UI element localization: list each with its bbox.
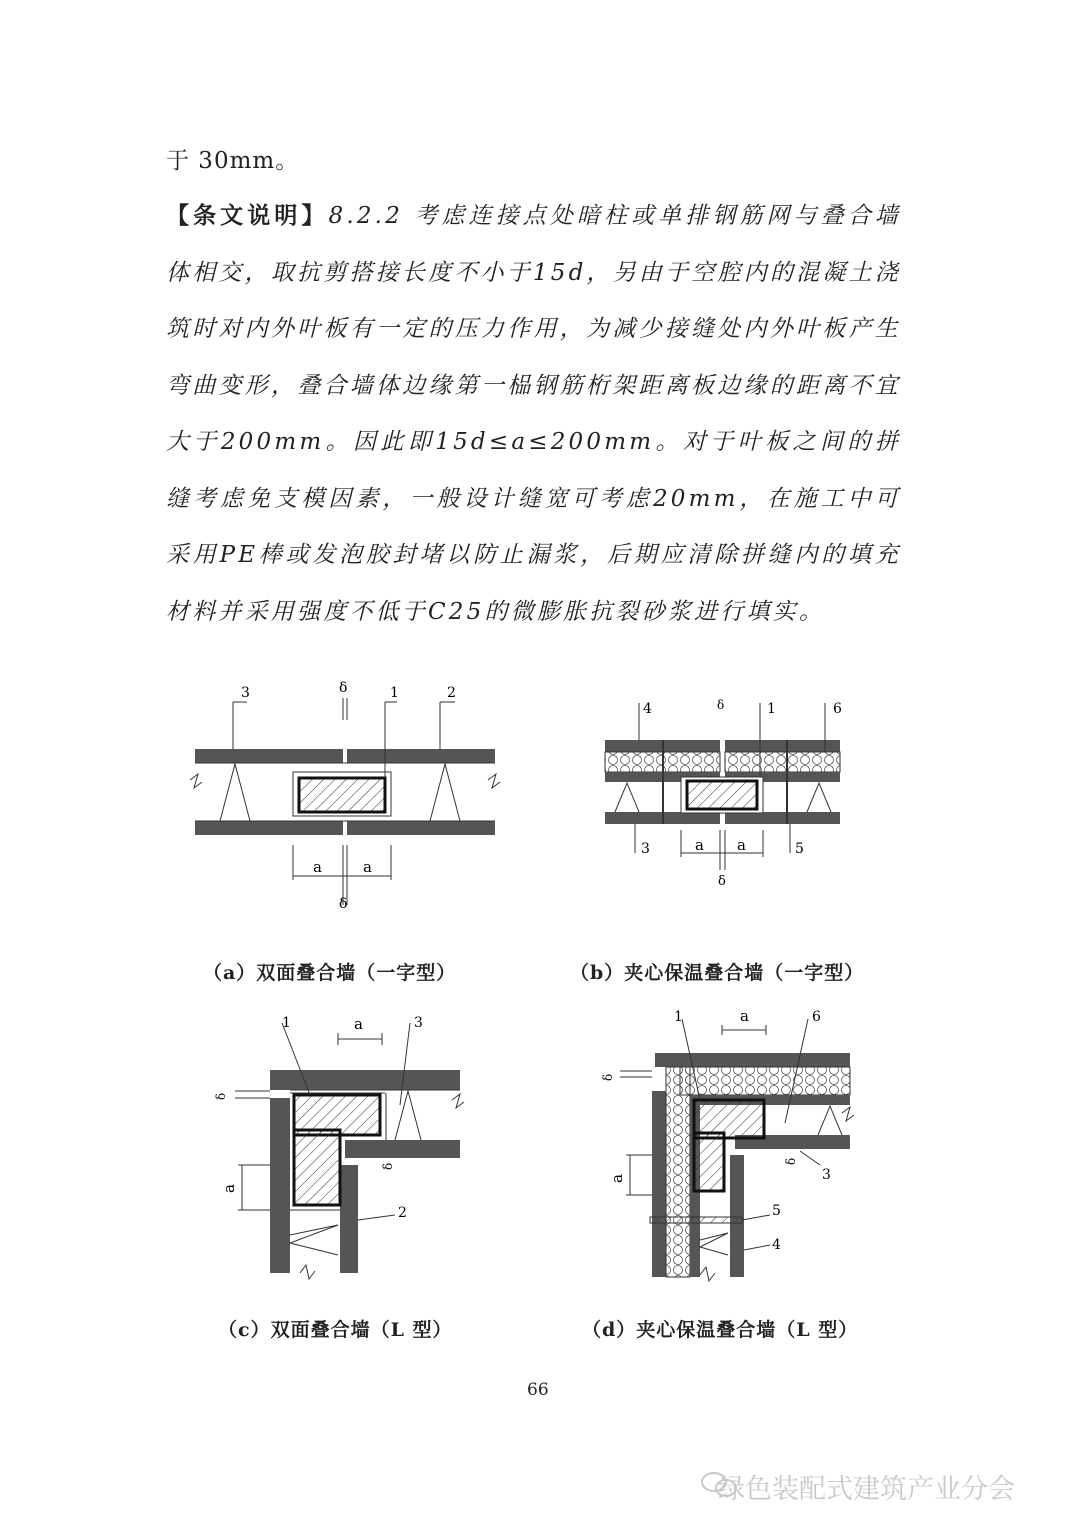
figure-c-drawing bbox=[210, 1005, 480, 1285]
caption-b: （b）夹心保温叠合墙（一字型） bbox=[570, 962, 865, 984]
fig-d-label-delta-inner: δ bbox=[784, 1157, 798, 1165]
caption-d: （d）夹心保温叠合墙（L 型） bbox=[582, 1319, 859, 1341]
watermark: 绿色装配式建筑产业分会 bbox=[718, 1474, 1015, 1505]
fig-d-label-1: 1 bbox=[674, 1009, 683, 1025]
figure-c bbox=[210, 1005, 480, 1285]
clause-lead: 【条文说明】 bbox=[166, 202, 329, 229]
fig-a-label-delta-bottom: δ bbox=[339, 896, 348, 912]
clause-text: 8.2.2 考虑连接点处暗柱或单排钢筋网与叠合墙体相交，取抗剪搭接长度不小于15d，另由于空腔内的混凝土浇筑时对内外叶板有一定的压力作用，为减少接缝处内外叶板产生弯曲变形，叠合墙体边缘第一榀钢筋桁架距离板边缘的距离不宜大于200mm。因此即15d≤a≤200mm。对于叶板之间的拼缝考虑免支模因素，一般设计缝宽可考虑20mm，在施工中可采用PE棒或发泡胶封堵以防止漏浆，后期应清除拼缝内的填充材料并采用强度不低于C25的微膨胀抗裂砂浆进行填实。 bbox=[166, 203, 902, 625]
fig-a-label-2: 2 bbox=[447, 685, 456, 701]
fig-c-label-1: 1 bbox=[282, 1015, 291, 1031]
continuation-line: 于 30mm。 bbox=[166, 148, 300, 174]
fig-b-label-6: 6 bbox=[833, 701, 842, 717]
fig-d-label-3: 3 bbox=[822, 1167, 831, 1183]
fig-c-label-delta-inner: δ bbox=[381, 1162, 395, 1170]
fig-b-label-4: 4 bbox=[643, 701, 652, 717]
caption-a: （a）双面叠合墙（一字型） bbox=[203, 962, 457, 984]
figure-d-drawing bbox=[600, 1005, 860, 1285]
figure-a bbox=[185, 680, 505, 915]
fig-a-label-delta-top: δ bbox=[339, 680, 348, 696]
page-number: 66 bbox=[527, 1380, 549, 1400]
fig-b-label-delta-bottom: δ bbox=[718, 874, 726, 889]
fig-d-label-4: 4 bbox=[772, 1237, 781, 1253]
fig-a-label-1: 1 bbox=[390, 685, 399, 701]
figure-a-drawing bbox=[185, 680, 505, 915]
fig-a-label-a-left: a bbox=[313, 858, 322, 876]
fig-b-label-1: 1 bbox=[767, 701, 776, 717]
caption-c: （c）双面叠合墙（L 型） bbox=[218, 1319, 453, 1341]
fig-b-label-a-right: a bbox=[737, 836, 746, 854]
fig-c-label-delta-left: δ bbox=[214, 1092, 228, 1100]
fig-d-label-5: 5 bbox=[772, 1203, 781, 1219]
figure-d bbox=[600, 1005, 860, 1285]
fig-d-label-a-top: a bbox=[740, 1007, 749, 1025]
fig-b-label-a-left: a bbox=[695, 836, 704, 854]
fig-c-label-a-top: a bbox=[354, 1015, 363, 1033]
fig-c-label-2: 2 bbox=[398, 1205, 407, 1221]
figure-b-drawing bbox=[595, 695, 855, 895]
figure-b bbox=[595, 695, 855, 895]
clause-explanation bbox=[166, 188, 901, 640]
fig-b-label-3: 3 bbox=[641, 841, 650, 857]
fig-a-label-3: 3 bbox=[241, 685, 250, 701]
fig-b-label-delta-top: δ bbox=[717, 698, 725, 712]
fig-d-label-a-left: a bbox=[608, 1174, 626, 1183]
fig-b-label-5: 5 bbox=[795, 841, 804, 857]
fig-d-label-6: 6 bbox=[812, 1009, 821, 1025]
fig-c-label-a-left: a bbox=[220, 1184, 238, 1193]
fig-d-label-delta-left: δ bbox=[601, 1073, 615, 1081]
fig-c-label-3: 3 bbox=[414, 1015, 423, 1031]
fig-a-label-a-right: a bbox=[363, 858, 372, 876]
